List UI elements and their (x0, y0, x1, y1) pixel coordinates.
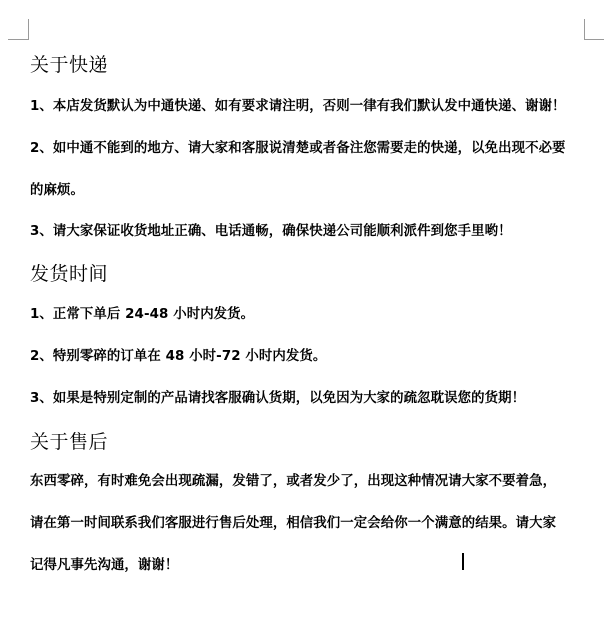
after-sales-line-2: 请在第一时间联系我们客服进行售后处理，相信我们一定会给你一个满意的结果。请大家 (30, 516, 557, 531)
page-corner-mark-top-left (8, 19, 29, 40)
page-corner-mark-top-right (584, 19, 604, 40)
shipping-line-2: 2、如中通不能到的地方、请大家和客服说清楚或者备注您需要走的快递，以免出现不必要 (30, 141, 566, 156)
after-sales-line-1: 东西零碎，有时难免会出现疏漏，发错了，或者发少了，出现这种情况请大家不要着急， (30, 474, 557, 489)
section-heading-delivery-time: 发货时间 (30, 263, 109, 285)
shipping-line-3: 3、请大家保证收货地址正确、电话通畅，确保快递公司能顺利派件到您手里哟！ (30, 224, 512, 239)
shipping-line-2-continued: 的麻烦。 (30, 183, 84, 198)
shipping-line-1: 1、本店发货默认为中通快递、如有要求请注明，否则一律有我们默认发中通快递、谢谢！ (30, 99, 566, 114)
after-sales-line-3: 记得凡事先沟通，谢谢！ (30, 558, 179, 573)
delivery-line-3: 3、如果是特别定制的产品请找客服确认货期，以免因为大家的疏忽耽误您的货期！ (30, 391, 526, 406)
section-heading-after-sales: 关于售后 (30, 431, 109, 453)
section-heading-shipping: 关于快递 (30, 54, 109, 76)
delivery-line-1: 1、正常下单后 24-48 小时内发货。 (30, 307, 255, 322)
text-cursor (462, 553, 464, 570)
delivery-line-2: 2、特别零碎的订单在 48 小时-72 小时内发货。 (30, 349, 327, 364)
